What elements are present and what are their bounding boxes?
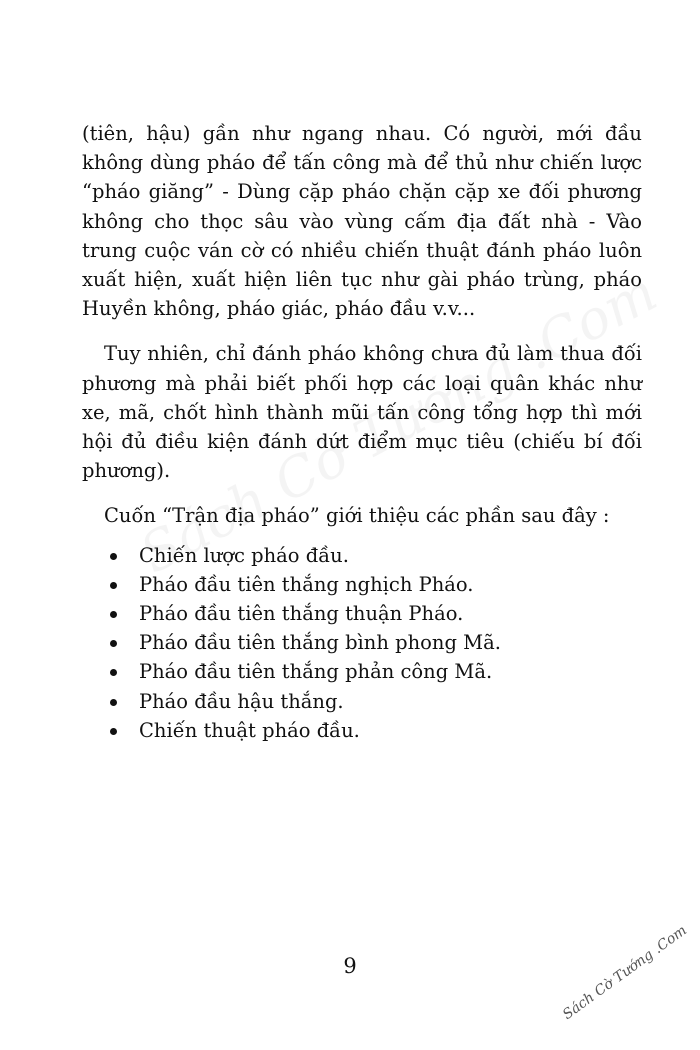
list-item-text: Pháo đầu tiên thắng bình phong Mã.: [139, 631, 501, 655]
bullet-icon: [110, 640, 117, 647]
bullet-icon: [110, 582, 117, 589]
list-item: [82, 541, 642, 570]
bullet-icon: [110, 669, 117, 676]
bullet-icon: [110, 553, 117, 560]
list-item: [82, 570, 642, 599]
list-item: [82, 657, 642, 686]
watermark-corner: Sách Cờ Tướng .Com: [560, 922, 690, 1023]
list-item: [82, 599, 642, 628]
bullet-icon: [110, 699, 117, 706]
list-item-text: Pháo đầu hậu thắng.: [139, 689, 344, 713]
list-item: [82, 687, 642, 716]
list-item-text: Chiến lược pháo đầu.: [139, 543, 349, 567]
list-item-text: Pháo đầu tiên thắng thuận Pháo.: [139, 602, 464, 626]
contents-list: [82, 541, 642, 745]
list-item-text: Pháo đầu tiên thắng phản công Mã.: [139, 660, 493, 684]
paragraph-1: (tiên, hậu) gần như ngang nhau. Có người, mới đầu không dùng pháo để tấn công mà để thủ như chiến lược “pháo giăng” - Dùng cặp pháo chặn cặp xe đối phương không cho thọc sâu vào vùng cấm địa đất nhà - Vào trung cuộc ván cờ có nhiều chiến thuật đánh pháo luôn xuất hiện, xuất hiện liên tục như gài pháo trùng, pháo Huyền không, pháo giác, pháo đầu v.v...: [82, 122, 642, 321]
paragraph-3: Cuốn “Trận địa pháo” giới thiệu các phần sau đây :: [104, 504, 610, 528]
bullet-icon: [110, 611, 117, 618]
body-text: [82, 119, 642, 745]
list-item-text: Chiến thuật pháo đầu.: [139, 718, 360, 742]
list-item: [82, 716, 642, 745]
list-item-text: Pháo đầu tiên thắng nghịch Pháo.: [139, 572, 474, 596]
list-item: [82, 628, 642, 657]
bullet-icon: [110, 728, 117, 735]
page-number: 9: [343, 954, 357, 978]
paragraph-2: Tuy nhiên, chỉ đánh pháo không chưa đủ làm thua đối phương mà phải biết phối hợp các loại quân khác như xe, mã, chốt hình thành mũi tấn công tổng hợp thì mới hội đủ điều kiện đánh dứt điểm mục tiêu (chiếu bí đối phương).: [82, 342, 642, 483]
